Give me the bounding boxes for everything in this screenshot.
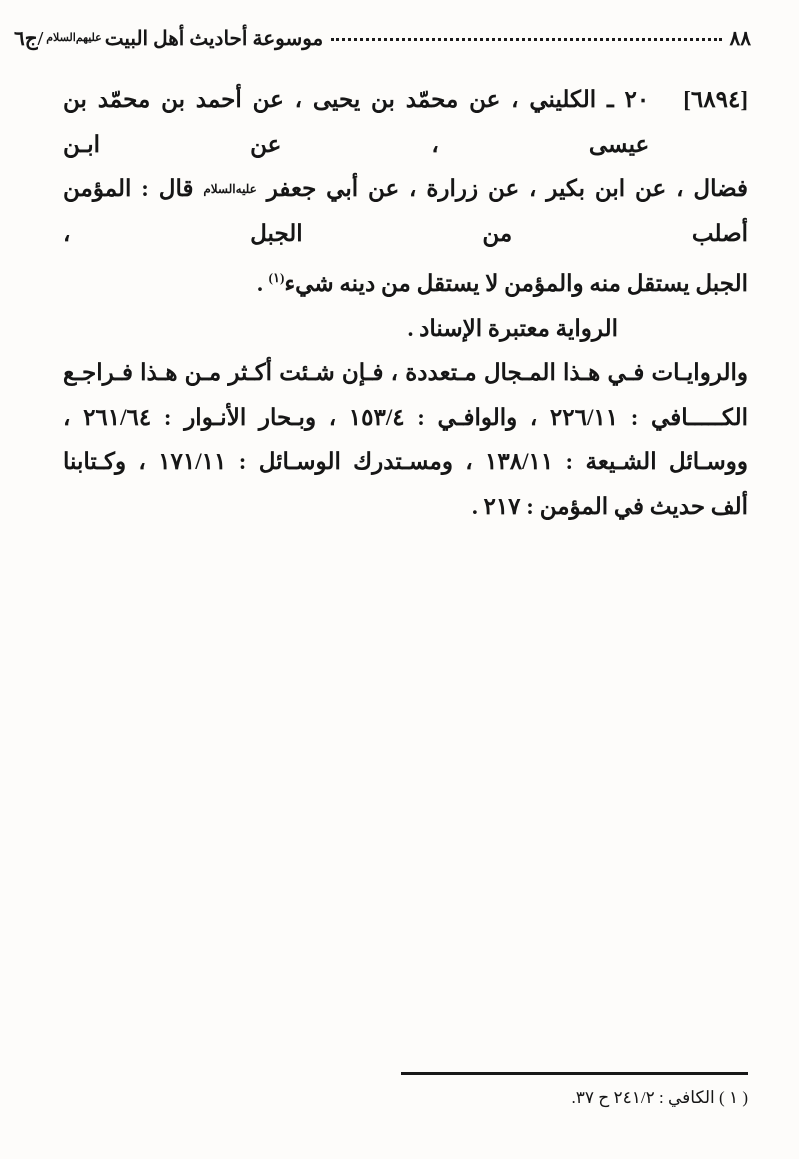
honorific-mark: عليه‌السلام [203, 182, 257, 196]
hadith-line-1 [63, 78, 748, 167]
footnote-citation: الكافي : ٢٤١/٢ ح ٣٧. [571, 1088, 715, 1107]
hadith-line-1-text: ٢٠ ـ الكليني ، عن محمّد بن يحيى ، عن أحمد بن محمّد بن عيسى ، عن ابـن [63, 87, 650, 157]
hadith-line-3 [63, 256, 748, 307]
hadith-line-2 [63, 167, 748, 256]
hadith-line-2-text-a: فضال ، عن ابن بكير ، عن زرارة ، عن أبي جعفر [266, 176, 749, 201]
footnote-area [48, 1072, 748, 1111]
commentary-line-4: ألف حديث في المؤمن : ٢١٧ . [471, 493, 748, 519]
commentary-line-1: والروايـات فـي هـذا المـجال مـتعددة ، فـإن شـئت أكـثر مـن هـذا فـراجـع [63, 360, 748, 385]
footnote-reference-marker: (١) [268, 270, 285, 285]
hadith-line-3-text: الجبل يستقل منه والمؤمن لا يستقل من دينه شيء [284, 271, 748, 296]
grading-line: الرواية معتبرة الإسناد . [407, 315, 618, 341]
honorific-mark: عليهم‌السلام [46, 32, 102, 44]
page-number: ٨٨ [729, 28, 751, 50]
running-header [0, 0, 799, 51]
book-title-text: موسوعة أحاديث أهل البيت [104, 28, 324, 50]
hadith-line-2-text-b: قال : المؤمن أصلب من الجبل ، [63, 176, 748, 246]
page-body [63, 78, 748, 529]
hadith-serial-number: [٦٨٩٤] [683, 87, 748, 112]
volume-label: /ج٦ [14, 28, 44, 50]
footnote-text-line [48, 1085, 748, 1111]
dot-leader [331, 38, 721, 41]
commentary-line-2: الكـــــافي : ٢٢٦/١١ ، والوافـي : ١٥٣/٤ ، وبـحار الأنـوار : ٢٦١/٦٤ ، [63, 404, 748, 430]
book-title [14, 26, 323, 51]
footnote-marker: ( ١ ) [719, 1088, 748, 1107]
commentary-line-3: ووسـائل الشـيعة : ١٣٨/١١ ، ومسـتدرك الوسـائل : ١٧١/١١ ، وكـتابنا [63, 449, 748, 474]
footnote-separator-rule [401, 1072, 748, 1075]
hadith-line-3-period: . [257, 271, 263, 296]
